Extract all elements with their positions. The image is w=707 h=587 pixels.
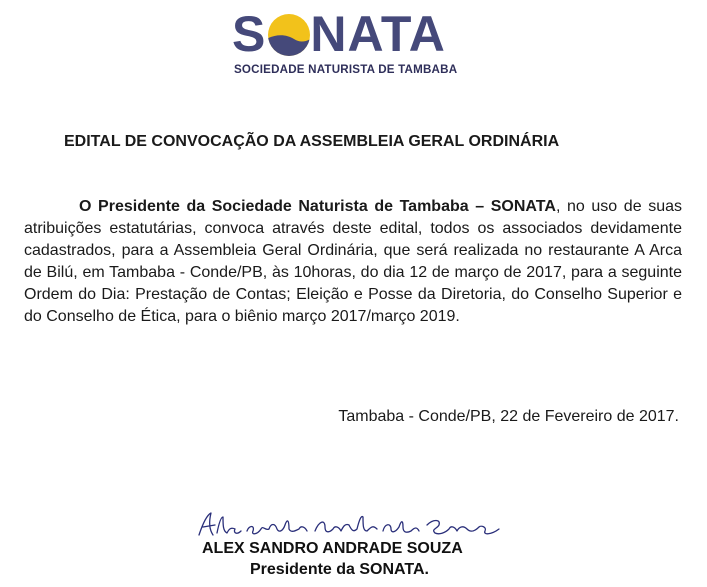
body-lead: O Presidente da Sociedade Naturista de Tambaba – SONATA (79, 198, 556, 215)
logo-wordmark (232, 6, 446, 62)
logo-letters-nata: NATA (310, 6, 446, 62)
handwritten-signature (195, 505, 515, 543)
body-paragraph (24, 196, 682, 328)
date-line: Tambaba - Conde/PB, 22 de Fevereiro de 2017. (338, 408, 679, 425)
logo-subtitle: SOCIEDADE NATURISTA DE TAMBABA (234, 63, 458, 76)
document-title: EDITAL DE CONVOCAÇÃO DA ASSEMBLEIA GERAL ORDINÁRIA (64, 133, 560, 150)
sun-wave-icon (266, 12, 312, 58)
logo-letter-s: S (232, 6, 267, 62)
signer-name: ALEX SANDRO ANDRADE SOUZA (202, 540, 463, 557)
body-rest: , no uso de suas atribuições estatutárias, convoca através deste edital, todos os associados devidamente cadastrados, para a Assembleia Geral Ordinária, que será realizada no restaurante A Arca de Bilú, em Tambaba - Conde/PB, às 10horas, do dia 12 de março de 2017, para a seguinte Ordem do Dia: Prestação de Contas; Eleição e Posse da Diretoria, do Conselho Superior e do Conselho de Ética, para o biênio março 2017/março 2019. (24, 198, 682, 325)
signer-role: Presidente da SONATA. (250, 561, 429, 578)
sonata-logo (232, 6, 477, 76)
document-body (24, 196, 682, 328)
